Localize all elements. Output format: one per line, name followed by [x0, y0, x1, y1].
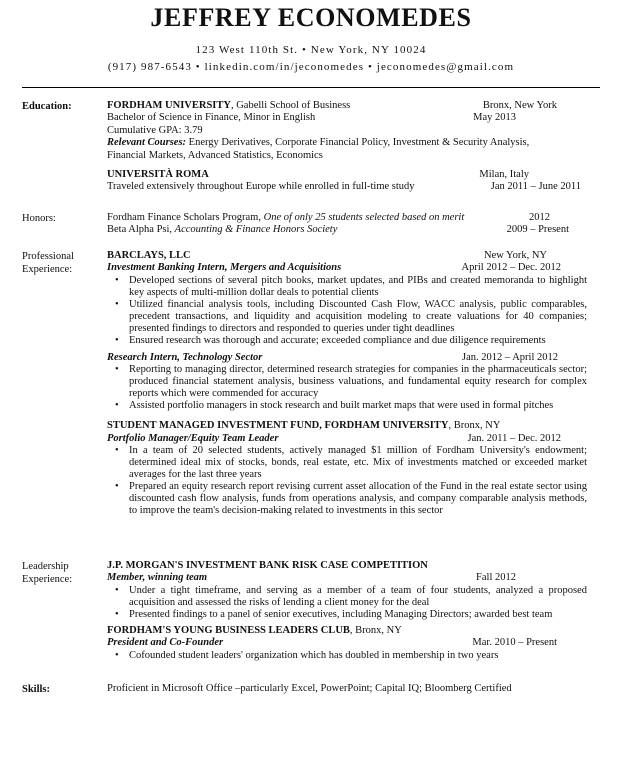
leadership-label-line2: Experience:	[22, 574, 73, 585]
honor-item	[107, 212, 587, 224]
courses-line	[107, 137, 587, 149]
role-title: Member, winning team	[107, 572, 208, 584]
degree: Bachelor of Science in Finance, Minor in English	[107, 112, 316, 124]
education-section	[107, 100, 587, 194]
bullet-item: • Utilized financial analysis tools, including Discounted Cash Flow, WACC analysis, public comparables, precedent transactions, and liquidity and acquisition modeling to create valuations for 40 companies; presented findings to directors and responded to queries under tight deadlines	[107, 299, 587, 335]
candidate-name: JEFFREY ECONOMEDES	[150, 3, 472, 32]
experience-label-line2: Experience:	[22, 264, 73, 275]
honor-name: Beta Alpha Psi,	[107, 224, 175, 236]
courses-label: Relevant Courses:	[107, 137, 187, 149]
education-label: Education:	[22, 101, 72, 112]
bullet-item: • Reporting to managing director, determined research strategies for companies in the pharmaceuticals sector; produced financial statement analysis, business valuations, and fundamental equity research for complex reports which were commended for accuracy	[107, 364, 587, 400]
org-name: FORDHAM'S YOUNG BUSINESS LEADERS CLUB	[107, 624, 350, 636]
address-line: 123 West 110th St. • New York, NY 10024	[195, 44, 427, 56]
org-name: BARCLAYS, LLC	[107, 250, 191, 261]
school-name: UNIVERSITÀ ROMA	[107, 168, 209, 180]
bullet-item: • Developed sections of several pitch books, market updates, and PIBs and created memoranda to highlight key aspects of multi-million dollar deals to potential clients	[107, 275, 587, 299]
roma-date: Jan 2011 – June 2011	[490, 181, 581, 193]
org-line	[107, 250, 587, 262]
honor-date: 2009 – Present	[506, 224, 569, 236]
role-title: Research Intern, Technology Sector	[107, 351, 263, 363]
bullet-list	[107, 585, 587, 621]
role-title: Portfolio Manager/Equity Team Leader	[107, 432, 279, 444]
contact-line: (917) 987-6543 • linkedin.com/in/jeconomedes • jeconomedes@gmail.com	[107, 61, 515, 73]
role-line	[107, 572, 587, 584]
bullet-list	[107, 275, 587, 347]
degree-line	[107, 112, 587, 124]
roma-detail-line	[107, 181, 587, 193]
org-line	[107, 625, 587, 637]
bullet-item: • Presented findings to a panel of senior executives, including Managing Directors; awarded best team	[107, 609, 587, 621]
org-location: , Bronx, NY	[448, 420, 501, 432]
bullet-item: • Prepared an equity research report revising current asset allocation of the Fund in the real estate sector using discounted cash flow analysis, funds from operations analysis, and company comparable analysis methods, to improve the team's decision-making related to investments in this sector	[107, 481, 587, 517]
honor-name: Fordham Finance Scholars Program,	[107, 212, 264, 223]
school-location: Milan, Italy	[479, 168, 529, 180]
role-line	[107, 352, 587, 364]
bullet-item: • In a team of 20 selected students, actively managed $1 million of Fordham University's endowment; determined ideal mix of stocks, bonds, real estate, etc. Mix of investments matched or exceeded market averages for the last three years	[107, 445, 587, 481]
header-divider	[22, 87, 600, 88]
courses-text: Energy Derivatives, Corporate Financial Policy, Investment & Security Analysis,	[186, 137, 530, 149]
experience-label	[22, 250, 106, 276]
role-date: Fall 2012	[476, 572, 516, 584]
bullet-list	[107, 650, 587, 662]
leadership-section	[107, 560, 587, 662]
org-line	[107, 420, 587, 432]
degree-date: May 2013	[473, 112, 516, 124]
org-location: , Bronx, NY	[349, 624, 402, 636]
role-line	[107, 637, 587, 649]
org-name: STUDENT MANAGED INVESTMENT FUND, FORDHAM UNIVERSITY	[107, 420, 449, 432]
role-date: Jan. 2011 – Dec. 2012	[467, 432, 561, 444]
role-date: April 2012 – Dec. 2012	[461, 262, 561, 274]
role-title: Investment Banking Intern, Mergers and Acquisitions	[107, 262, 342, 274]
bullet-list	[107, 364, 587, 412]
school-roma-line	[107, 169, 587, 181]
school-name: FORDHAM UNIVERSITY	[107, 100, 231, 111]
role-line	[107, 433, 587, 445]
skills-text: Proficient in Microsoft Office –particularly Excel, PowerPoint; Capital IQ; Bloomberg Certified	[107, 683, 512, 694]
skills-section	[107, 683, 587, 695]
gpa-line: Cumulative GPA: 3.79	[107, 124, 203, 136]
honor-description: One of only 25 students selected based on merit	[263, 212, 465, 223]
role-title: President and Co-Founder	[107, 637, 224, 649]
bullet-item: • Cofounded student leaders' organization which has doubled in membership in two years	[107, 650, 587, 662]
leadership-label	[22, 560, 106, 586]
leadership-label-line1: Leadership	[22, 561, 69, 572]
org-location: New York, NY	[483, 250, 547, 261]
experience-label-line1: Professional	[22, 251, 74, 262]
roma-detail: Traveled extensively throughout Europe while enrolled in full-time study	[107, 181, 415, 193]
bullet-item: • Assisted portfolio managers in stock research and built market maps that were used in formal pitches	[107, 400, 587, 412]
school-fordham-line	[107, 100, 587, 112]
courses-line-2: Financial Markets, Advanced Statistics, Economics	[107, 149, 323, 161]
role-line	[107, 262, 587, 274]
bullet-item: • Ensured research was thorough and accurate; exceeded compliance and due diligence requirements	[107, 335, 587, 347]
experience-section	[107, 250, 587, 517]
bullet-item: • Under a tight timeframe, and serving as a member of a team of four students, analyzed a proposed acquisition and assessed the risks of lending a client money for the deal	[107, 585, 587, 609]
skills-label: Skills:	[22, 684, 51, 695]
bullet-list	[107, 445, 587, 517]
honors-label: Honors:	[22, 213, 56, 224]
role-date: Jan. 2012 – April 2012	[462, 351, 558, 363]
honor-description: Accounting & Finance Honors Society	[174, 224, 338, 236]
honor-date: 2012	[529, 212, 550, 223]
honor-item	[107, 224, 587, 236]
org-name: J.P. MORGAN'S INVESTMENT BANK RISK CASE COMPETITION	[107, 560, 428, 571]
honors-section	[107, 212, 587, 237]
school-location: Bronx, New York	[482, 100, 557, 111]
org-line	[107, 560, 587, 572]
role-date: Mar. 2010 – Present	[472, 637, 557, 649]
school-suffix: , Gabelli School of Business	[230, 100, 351, 111]
